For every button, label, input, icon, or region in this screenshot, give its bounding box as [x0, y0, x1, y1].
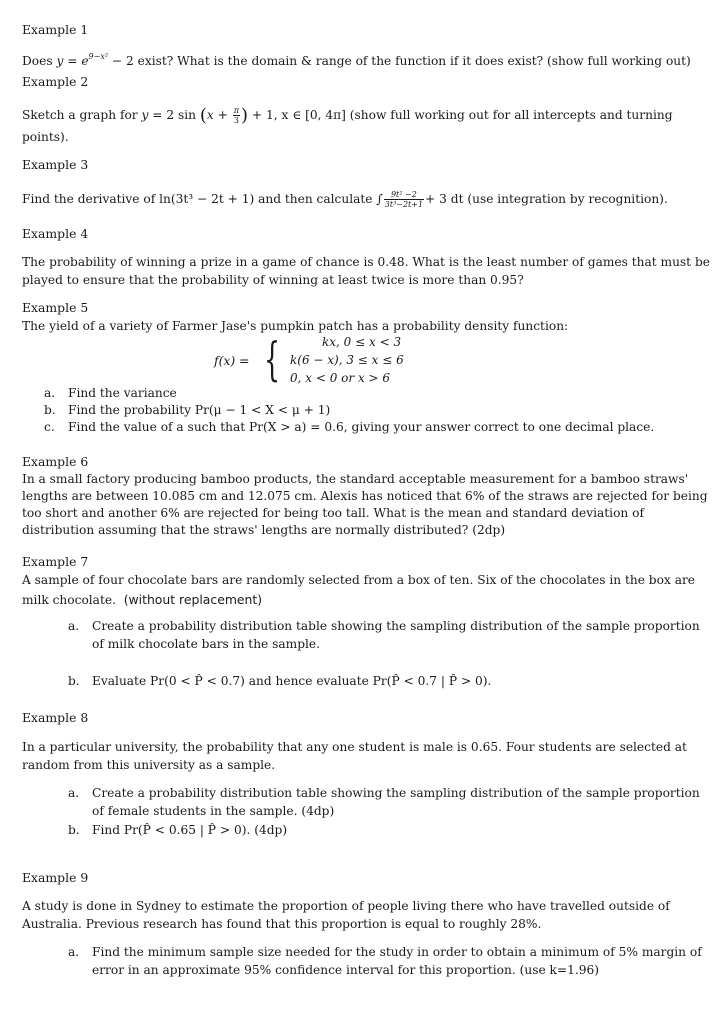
item-text: Find the value of a such that Pr(X > a) = 0.6, giving your answer correct to one decimal place.	[68, 420, 655, 434]
item-label: a.	[68, 945, 80, 959]
example-5-item-a	[44, 385, 177, 402]
case-3: 0, x < 0 or x > 6	[290, 371, 391, 385]
case-1: kx, 0 ≤ x < 3	[322, 335, 402, 349]
example-7-item-b	[68, 673, 491, 690]
frac-num: π	[233, 106, 240, 115]
example-2-heading: Example 2	[22, 74, 89, 89]
q-text: = 2 sin	[148, 108, 196, 122]
item-label: a.	[44, 386, 56, 400]
frac-den: 3t³−2t+1	[384, 200, 424, 209]
example-4-line2: played to ensure that the probability of winning at least twice is more than 0.95?	[22, 273, 524, 287]
example-7-item-a-line2: of milk chocolate bars in the sample.	[92, 637, 320, 651]
item-text: Find the probability Pr(μ − 1 < X < μ + 1)	[68, 403, 331, 417]
example-8-item-a-line2: of female students in the sample. (4dp)	[92, 804, 335, 818]
q-text: Find the derivative of ln(3t³ − 2t + 1) and then calculate ∫	[22, 192, 383, 206]
example-8-line1: In a particular university, the probability that any one student is male is 0.65. Four students are selected at	[22, 740, 687, 754]
example-8-heading: Example 8	[22, 710, 89, 725]
example-8-line2: random from this university as a sample.	[22, 758, 276, 772]
q-text: =	[63, 54, 82, 68]
example-5-intro: The yield of a variety of Farmer Jase's pumpkin patch has a probability density function:	[22, 319, 569, 333]
q-text: Sketch a graph for	[22, 108, 142, 122]
example-9-line1: A study is done in Sydney to estimate the proportion of people living there who have travelled outside of	[22, 899, 670, 913]
example-6-line1: In a small factory producing bamboo products, the standard acceptable measurement for a bamboo straws'	[22, 472, 689, 486]
example-1-heading: Example 1	[22, 22, 89, 37]
piecewise-function	[214, 333, 474, 391]
example-7-line2	[22, 591, 698, 609]
example-4-line1: The probability of winning a prize in a game of chance is 0.48. What is the least number of games that must be	[22, 255, 710, 269]
example-6-line3: too short and another 6% are rejected for being too tall. What is the mean and standard deviation of	[22, 506, 644, 520]
fraction	[233, 106, 240, 125]
example-9-heading: Example 9	[22, 870, 89, 885]
item-label: c.	[44, 420, 55, 434]
item-label: a.	[68, 786, 80, 800]
paren: )	[241, 105, 249, 126]
q-var: x +	[206, 108, 232, 122]
example-3-question	[22, 190, 698, 209]
item-label: b.	[44, 403, 56, 417]
item-text: Create a probability distribution table showing the sampling distribution of the sample proportion	[92, 619, 700, 633]
q-text: milk chocolate.	[22, 593, 116, 607]
item-label: b.	[68, 823, 80, 837]
example-1-question	[22, 48, 698, 70]
example-9-line2: Australia. Previous research has found that this proportion is equal to roughly 28%.	[22, 917, 542, 931]
function-label: f(x) =	[214, 353, 250, 368]
q-text: Does	[22, 54, 57, 68]
item-label: b.	[68, 674, 80, 688]
example-5-item-b	[44, 402, 330, 419]
item-label: a.	[68, 619, 80, 633]
paren: (	[199, 105, 207, 126]
example-2-line2: points).	[22, 130, 69, 144]
frac-den: 3	[233, 116, 239, 125]
q-var: y	[56, 54, 64, 68]
example-8-item-a	[68, 785, 700, 802]
q-text: + 1, x ∈ [0, 4π] (show full working out for all intercepts and turning	[248, 108, 673, 122]
q-text: (without replacement)	[123, 592, 263, 607]
q-var: y	[141, 108, 149, 122]
case-2: k(6 − x), 3 ≤ x ≤ 6	[290, 353, 404, 367]
item-text: Find the variance	[68, 386, 177, 400]
example-8-item-b	[68, 822, 287, 839]
item-text: Create a probability distribution table showing the sampling distribution of the sample proportion	[92, 786, 700, 800]
brace: {	[264, 332, 281, 386]
q-text: − 2 exist? What is the domain & range of the function if it does exist? (show full working out)	[108, 54, 691, 68]
example-4-heading: Example 4	[22, 226, 89, 241]
example-3-heading: Example 3	[22, 157, 89, 172]
example-7-item-a	[68, 618, 700, 635]
frac-num: 9t² −2	[384, 190, 424, 200]
q-text: + 3 dt (use integration by recognition).	[425, 192, 668, 206]
q-exponent: 9−x²	[88, 52, 109, 61]
example-6-heading: Example 6	[22, 454, 89, 469]
example-7-heading: Example 7	[22, 554, 89, 569]
fraction	[384, 190, 424, 209]
item-text: Find the minimum sample size needed for the study in order to obtain a minimum of 5% margin of	[92, 945, 702, 959]
example-5-heading: Example 5	[22, 300, 89, 315]
example-2-question	[22, 106, 698, 125]
example-9-item-a-line2: error in an approximate 95% confidence interval for this proportion. (use k=1.96)	[92, 963, 600, 977]
q-var: e	[81, 54, 89, 68]
example-6-line4: distribution assuming that the straws' lengths are normally distributed? (2dp)	[22, 523, 506, 537]
example-5-item-c	[44, 419, 654, 436]
item-text: Find Pr(P̂ < 0.65 | P̂ > 0). (4dp)	[92, 823, 288, 837]
example-9-item-a	[68, 944, 702, 961]
example-7-line1: A sample of four chocolate bars are randomly selected from a box of ten. Six of the chocolates in the box are	[22, 573, 696, 587]
item-text: Evaluate Pr(0 < P̂ < 0.7) and hence evaluate Pr(P̂ < 0.7 | P̂ > 0).	[92, 674, 492, 688]
example-6-line2: lengths are between 10.085 cm and 12.075 cm. Alexis has noticed that 6% of the straws are rejected for being	[22, 489, 708, 503]
